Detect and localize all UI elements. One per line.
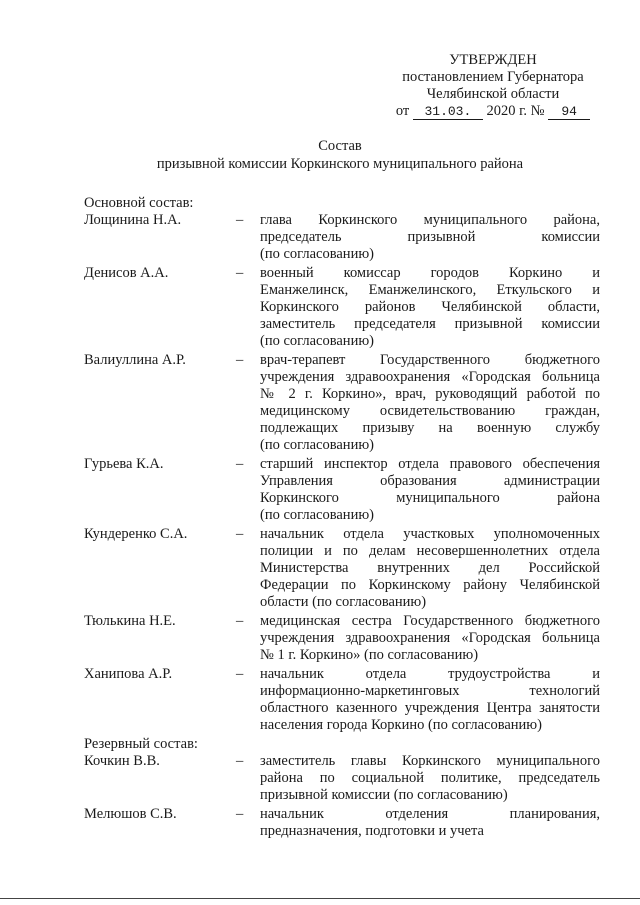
member-row: [84, 456, 604, 524]
title-line-1: Состав: [318, 138, 362, 154]
member-row: [84, 753, 604, 804]
member-name: Кочкин В.В.: [84, 753, 160, 769]
description-line: начальник отдела участковых уполномоченных: [260, 526, 600, 542]
date-suffix: 2020 г. №: [486, 103, 545, 119]
member-dash: –: [236, 352, 244, 368]
approval-line-1: постановлением Губернатора: [402, 69, 584, 85]
description-line: населения города Коркино (по согласованию): [260, 717, 542, 733]
description-line: № 2 г. Коркино», врач, руководящий работой по: [260, 386, 600, 402]
member-row: [84, 806, 604, 840]
member-name: Кундеренко С.А.: [84, 526, 188, 542]
member-dash: –: [236, 212, 244, 228]
member-dash: –: [236, 613, 244, 629]
member-name: Гурьева К.А.: [84, 456, 164, 472]
description-line: (по согласованию): [260, 333, 374, 349]
description-line: района по социальной политике, председатель: [260, 770, 600, 786]
number-value: 94: [548, 105, 590, 120]
member-name: Ханипова А.Р.: [84, 666, 173, 682]
description-line: области (по согласованию): [260, 594, 427, 610]
main-members: [84, 212, 604, 734]
description-line: начальник отделения планирования,: [260, 806, 600, 822]
bottom-rule: [0, 898, 640, 899]
member-description: [260, 456, 600, 524]
description-line: медицинская сестра Государственного бюджетного: [260, 613, 600, 629]
description-line: информационно-маркетинговых технологий: [260, 683, 600, 699]
description-line: заместитель главы Коркинского муниципального: [260, 753, 600, 769]
description-line: (по согласованию): [260, 246, 374, 262]
description-line: Управления образования администрации: [260, 473, 600, 489]
member-name: Денисов А.А.: [84, 265, 169, 281]
description-line: военный комиссар городов Коркино и: [260, 265, 600, 281]
description-line: подлежащих призыву на военную службу: [260, 420, 600, 436]
member-row: [84, 212, 604, 263]
date-value: 31.03.: [413, 105, 483, 120]
member-row: [84, 526, 604, 611]
member-description: [260, 613, 600, 664]
title-line-2: призывной комиссии Коркинского муниципального района: [156, 156, 524, 172]
member-description: [260, 753, 600, 804]
member-dash: –: [236, 456, 244, 472]
approval-line-2: Челябинской области: [426, 86, 560, 102]
description-line: начальник отдела трудоустройства и: [260, 666, 600, 682]
approval-title: УТВЕРЖДЕН: [449, 52, 537, 68]
reserve-members: [84, 753, 604, 840]
member-dash: –: [236, 753, 244, 769]
description-line: полиции и по делам несовершеннолетних отдела: [260, 543, 600, 559]
member-description: [260, 806, 600, 840]
description-line: областного казенного учреждения Центра занятости: [260, 700, 600, 716]
description-line: Федерации по Коркинскому району Челябинской: [260, 577, 600, 593]
commission-list: [84, 195, 604, 842]
member-name: Валиуллина А.Р.: [84, 352, 186, 368]
description-line: Еманжелинск, Еманжелинского, Еткульского и: [260, 282, 600, 298]
member-dash: –: [236, 526, 244, 542]
member-row: [84, 265, 604, 350]
description-line: врач-терапевт Государственного бюджетного: [260, 352, 600, 368]
member-dash: –: [236, 265, 244, 281]
description-line: учреждения здравоохранения «Городская больница: [260, 630, 600, 646]
description-line: Коркинского муниципального района: [260, 490, 600, 506]
member-row: [84, 666, 604, 734]
description-line: Министерства внутренних дел Российской: [260, 560, 600, 576]
member-name: Лощинина Н.А.: [84, 212, 182, 228]
member-dash: –: [236, 666, 244, 682]
member-description: [260, 265, 600, 350]
member-description: [260, 352, 600, 454]
description-line: глава Коркинского муниципального района,: [260, 212, 600, 228]
member-description: [260, 666, 600, 734]
approval-date-line: [386, 103, 600, 120]
description-line: старший инспектор отдела правового обеспечения: [260, 456, 600, 472]
document-title: [40, 137, 640, 173]
main-section-label: Основной состав:: [84, 195, 194, 211]
member-row: [84, 613, 604, 664]
approval-block: [386, 52, 600, 120]
description-line: призывной комиссии (по согласованию): [260, 787, 508, 803]
description-line: председатель призывной комиссии: [260, 229, 600, 245]
description-line: медицинскому освидетельствованию граждан,: [260, 403, 600, 419]
description-line: заместитель председателя призывной комиссии: [260, 316, 600, 332]
member-name: Мелюшов С.В.: [84, 806, 177, 822]
description-line: (по согласованию): [260, 437, 374, 453]
description-line: предназначения, подготовки и учета: [260, 823, 484, 839]
member-name: Тюлькина Н.Е.: [84, 613, 176, 629]
member-dash: –: [236, 806, 244, 822]
description-line: Коркинского районов Челябинской области,: [260, 299, 600, 315]
member-description: [260, 526, 600, 611]
description-line: (по согласованию): [260, 507, 374, 523]
reserve-section-label: Резервный состав:: [84, 736, 198, 752]
member-row: [84, 352, 604, 454]
date-prefix: от: [395, 103, 410, 119]
description-line: учреждения здравоохранения «Городская больница: [260, 369, 600, 385]
description-line: № 1 г. Коркино» (по согласованию): [260, 647, 479, 663]
member-description: [260, 212, 600, 263]
